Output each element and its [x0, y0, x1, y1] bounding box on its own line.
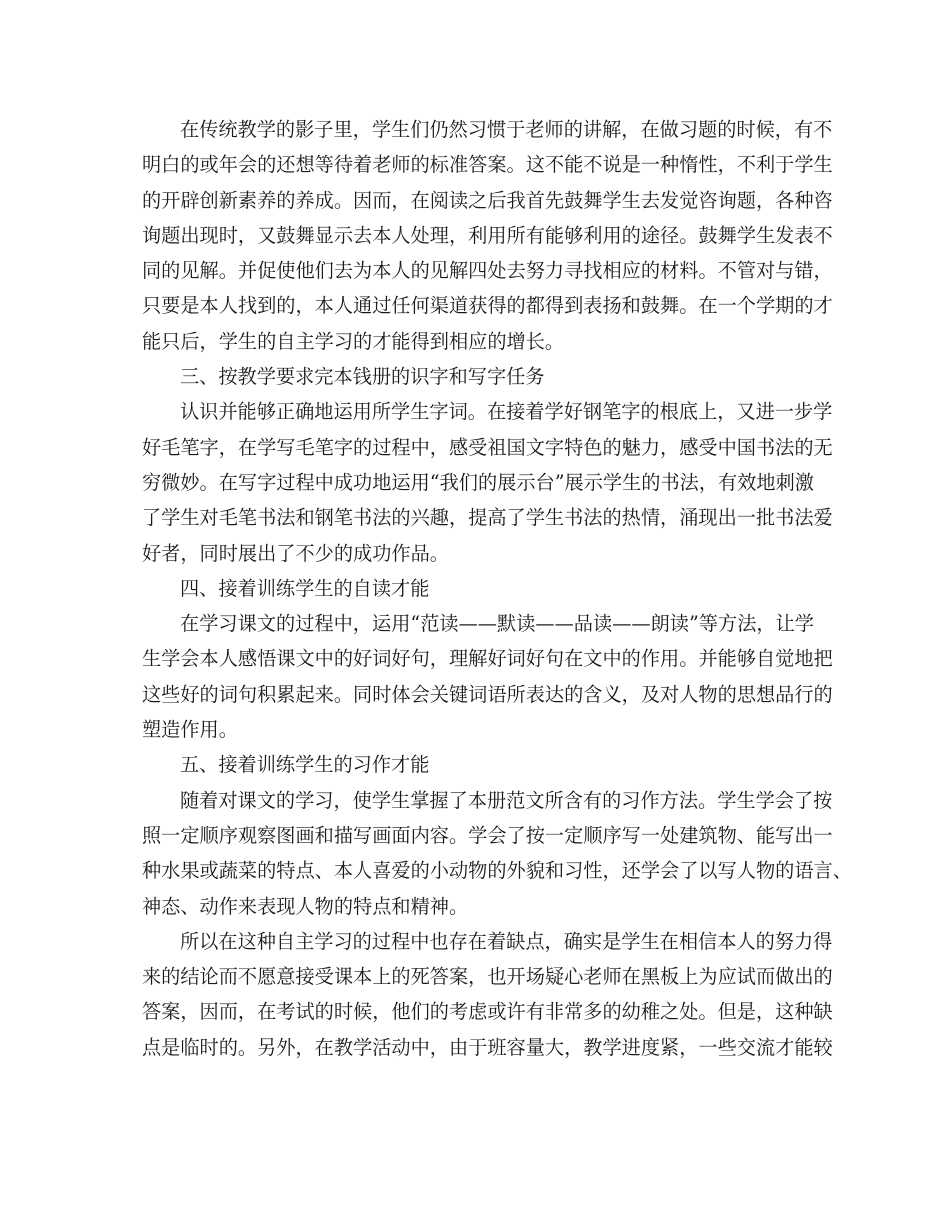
paragraph-line: 神态、动作来表现人物的特点和精神。 — [142, 894, 469, 918]
paragraph-line: 询题出现时，又鼓舞显示去本人处理，利用所有能够利用的途径。鼓舞学生发表不 — [142, 223, 833, 247]
paragraph-line: 好毛笔字，在学写毛笔字的过程中，感受祖国文字特色的魅力，感受中国书法的无 — [142, 435, 833, 459]
section-heading: 五、接着训练学生的习作才能 — [180, 753, 430, 777]
paragraph-line: 塑造作用。 — [142, 718, 238, 742]
paragraph-line: 生学会本人感悟课文中的好词好句，理解好词好句在文中的作用。并能够自觉地把 — [142, 647, 833, 671]
paragraph-line: 答案，因而，在考试的时候，他们的考虑或许有非常多的幼稚之处。但是，这种缺 — [142, 1000, 833, 1024]
paragraph-line: 穷微妙。在写字过程中成功地运用“我们的展示台”展示学生的书法，有效地刺激 — [142, 470, 814, 494]
paragraph-line: 在传统教学的影子里，学生们仍然习惯于老师的讲解，在做习题的时候，有不 — [180, 118, 833, 141]
paragraph-line: 在学习课文的过程中，运用“范读——默读——品读——朗读”等方法，让学 — [180, 612, 814, 636]
paragraph-line: 的开辟创新素养的养成。因而，在阅读之后我首先鼓舞学生去发觉咨询题，各种咨 — [142, 188, 833, 212]
paragraph-line: 随着对课文的学习，使学生掌握了本册范文所含有的习作方法。学生学会了按 — [180, 788, 833, 812]
paragraph-line: 了学生对毛笔书法和钢笔书法的兴趣，提高了学生书法的热情，涌现出一批书法爱 — [142, 506, 833, 530]
paragraph-line: 种水果或蔬菜的特点、本人喜爱的小动物的外貌和习性，还学会了以写人物的语言、 — [142, 859, 852, 883]
paragraph-line: 这些好的词句积累起来。同时体会关键词语所表达的含义，及对人物的思想品行的 — [142, 682, 833, 706]
section-heading: 三、按教学要求完本钱册的识字和写字任务 — [180, 365, 545, 389]
document-body — [142, 112, 852, 1065]
paragraph-line: 好者，同时展出了不少的成功作品。 — [142, 541, 449, 565]
paragraph-line: 点是临时的。另外，在教学活动中，由于班容量大，教学进度紧，一些交流才能较 — [142, 1035, 833, 1059]
section-heading: 四、接着训练学生的自读才能 — [180, 576, 430, 600]
paragraph-line: 照一定顺序观察图画和描写画面内容。学会了按一定顺序写一处建筑物、能写出一 — [142, 823, 833, 847]
paragraph-line: 来的结论而不愿意接受课本上的死答案，也开场疑心老师在黑板上为应试而做出的 — [142, 965, 833, 989]
paragraph-line: 所以在这种自主学习的过程中也存在着缺点，确实是学生在相信本人的努力得 — [180, 929, 833, 953]
paragraph-line: 同的见解。并促使他们去为本人的见解四处去努力寻找相应的材料。不管对与错， — [142, 259, 833, 283]
paragraph-line: 明白的或年会的还想等待着老师的标准答案。这不能不说是一种惰性，不利于学生 — [142, 153, 833, 177]
paragraph-line: 能只后，学生的自主学习的才能得到相应的增长。 — [142, 329, 565, 353]
paragraph-line: 认识并能够正确地运用所学生字词。在接着学好钢笔字的根底上，又进一步学 — [180, 400, 833, 424]
paragraph-line: 只要是本人找到的，本人通过任何渠道获得的都得到表扬和鼓舞。在一个学期的才 — [142, 294, 833, 318]
